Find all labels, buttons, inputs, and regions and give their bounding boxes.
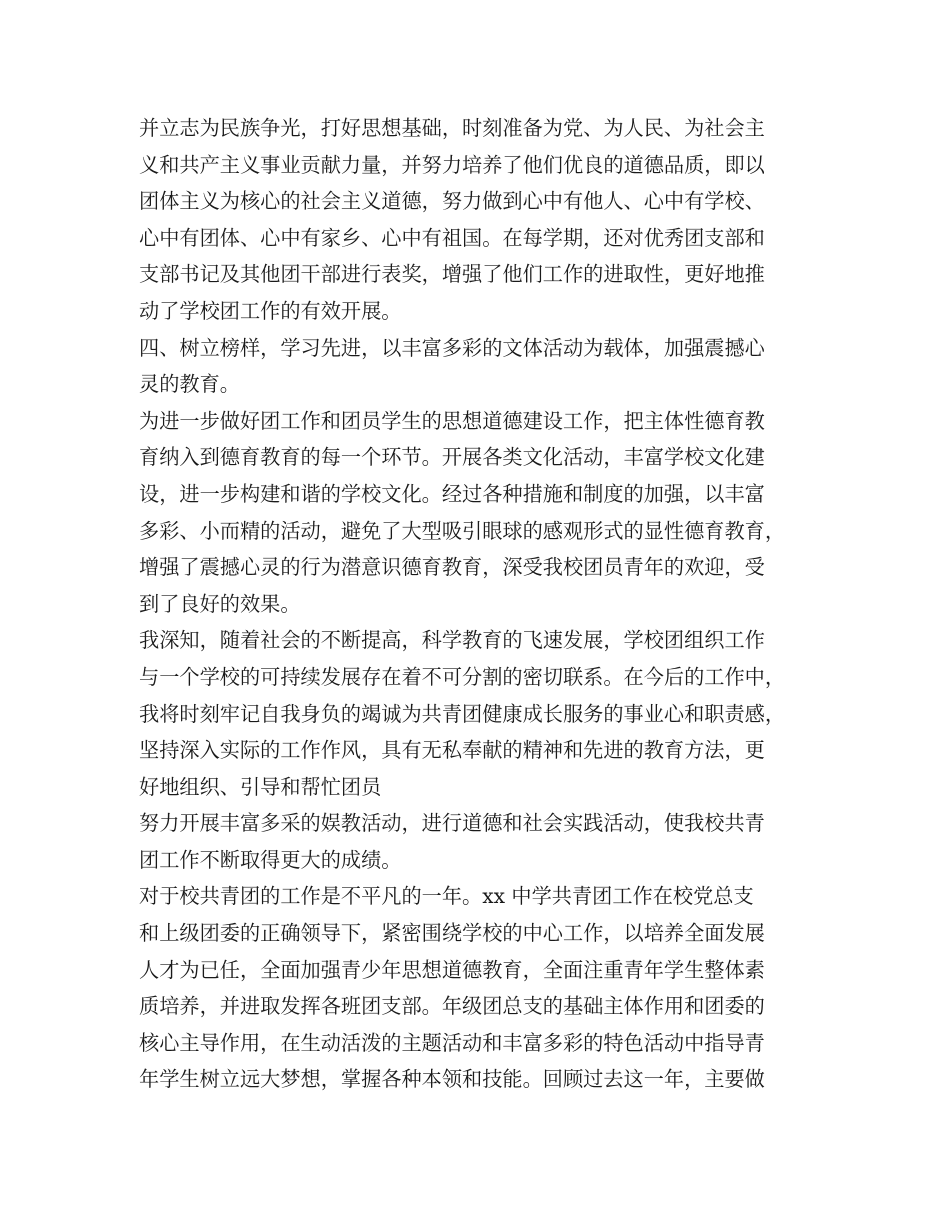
text-line: 育纳入到德育教育的每一个环节。开展各类文化活动，丰富学校文化建 [139, 445, 765, 470]
text-line: 与一个学校的可持续发展存在着不可分割的密切联系。在今后的工作中， [139, 664, 786, 689]
text-line: 好地组织、引导和帮忙团员 [139, 774, 382, 799]
section-heading-line: 四、树立榜样，学习先进，以丰富多彩的文体活动为载体，加强震撼心 [139, 335, 765, 360]
text-line: 动了学校团工作的有效开展。 [139, 298, 402, 323]
text-line: 并立志为民族争光，打好思想基础，时刻准备为党、为人民、为社会主 [139, 116, 765, 140]
text-line: 对于校共青团的工作是不平凡的一年。xx 中学共青团工作在校党总支 [139, 884, 754, 909]
section-heading-line: 灵的教育。 [139, 372, 240, 397]
text-line: 和上级团委的正确领导下，紧密围绕学校的中心工作，以培养全面发展 [139, 921, 765, 946]
text-line: 到了良好的效果。 [139, 591, 301, 616]
text-line: 义和共产主义事业贡献力量，并努力培养了他们优良的道德品质，即以 [139, 152, 765, 177]
text-line: 团工作不断取得更大的成绩。 [139, 847, 402, 872]
text-line: 为进一步做好团工作和团员学生的思想道德建设工作，把主体性德育教 [139, 408, 765, 433]
text-line: 努力开展丰富多采的娱教活动，进行道德和社会实践活动，使我校共青 [139, 811, 765, 836]
text-line: 增强了震撼心灵的行为潜意识德育教育，深受我校团员青年的欢迎，受 [139, 555, 765, 580]
text-line: 设，进一步构建和谐的学校文化。经过各种措施和制度的加强，以丰富 [139, 481, 765, 506]
text-line: 多彩、小而精的活动，避免了大型吸引眼球的感观形式的显性德育教育， [139, 518, 786, 543]
text-line: 团体主义为核心的社会主义道德，努力做到心中有他人、心中有学校、 [139, 189, 765, 214]
text-line: 支部书记及其他团干部进行表奖，增强了他们工作的进取性，更好地推 [139, 262, 765, 287]
text-line: 心中有团体、心中有家乡、心中有祖国。在每学期，还对优秀团支部和 [139, 225, 765, 250]
text-line: 质培养，并进取发挥各班团支部。年级团总支的基础主体作用和团委的 [139, 994, 765, 1019]
text-line: 我深知，随着社会的不断提高，科学教育的飞速发展，学校团组织工作 [139, 628, 765, 653]
text-line: 我将时刻牢记自我身负的竭诚为共青团健康成长服务的事业心和职责感， [139, 701, 786, 726]
text-line: 年学生树立远大梦想，掌握各种本领和技能。回顾过去这一年，主要做 [139, 1067, 765, 1092]
text-line: 核心主导作用，在生动活泼的主题活动和丰富多彩的特色活动中指导青 [139, 1030, 765, 1055]
document-body-text [139, 110, 829, 1098]
text-line: 人才为已任，全面加强青少年思想道德教育，全面注重青年学生整体素 [139, 957, 765, 982]
text-line: 坚持深入实际的工作作风，具有无私奉献的精神和先进的教育方法，更 [139, 738, 765, 763]
